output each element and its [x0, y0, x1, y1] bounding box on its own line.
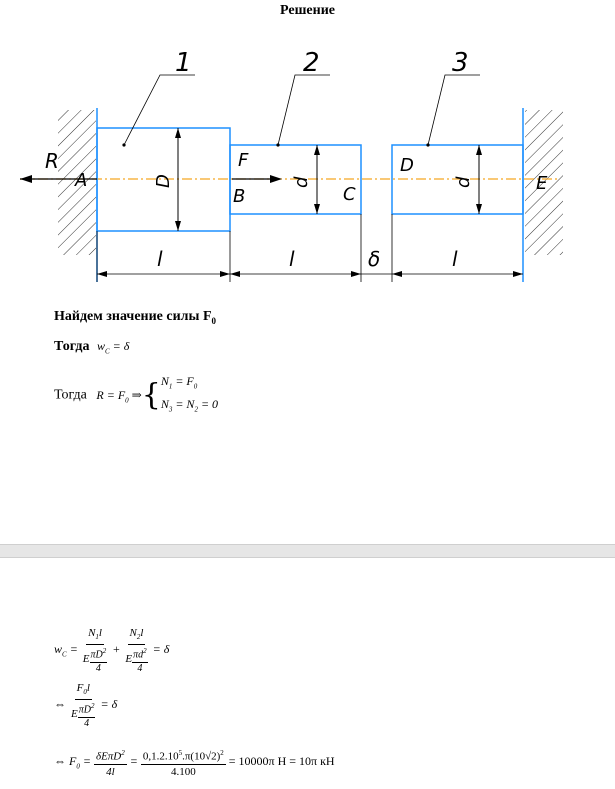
- label-d2-lower: d: [291, 176, 312, 188]
- label-c: C: [343, 184, 356, 205]
- page-title: Решение: [280, 3, 335, 18]
- section-heading: Найдем значение силы $F_0$: [54, 309, 216, 326]
- bar-figure: [0, 0, 615, 300]
- label-d3-lower: d: [453, 176, 474, 188]
- equation-3: ⇔ $F_0$ = $\frac{\delta E\pi D^2}{4l}$ = $\frac{0,1.2.10^5.\pi(10√2)^2}{4.100}$ = 10000π H = 10π кH: [54, 746, 335, 779]
- label-l2: l: [289, 247, 295, 271]
- label-d1-upper: D: [153, 174, 174, 188]
- label-f: F: [238, 150, 249, 171]
- r-arrow: [20, 175, 32, 183]
- label-r: R: [45, 149, 59, 173]
- page-2: [0, 558, 615, 789]
- callout-2: 2: [303, 48, 320, 78]
- label-l1: l: [157, 247, 163, 271]
- label-l3: l: [452, 247, 458, 271]
- page-gap: [0, 544, 615, 558]
- line-1: Тогда $w_C = \delta$: [54, 339, 130, 356]
- equation-1: $w_C$ = $N_1l$ E $\frac{\pi D^2}{4}$ + $N_2l$ E $\frac{\pi d^2}{4}$ = δ: [54, 627, 170, 674]
- callout-1: 1: [175, 48, 192, 78]
- label-d3-upper: D: [400, 155, 414, 176]
- callout-3: 3: [452, 48, 469, 78]
- label-b: B: [233, 186, 246, 207]
- line-2: Тогда $R = F_0$ $\Rightarrow\{N_1 = F_0$ $N_3 = N_2 = 0$: [54, 374, 219, 414]
- label-delta: δ: [368, 247, 381, 271]
- label-e: E: [536, 173, 548, 194]
- label-a: A: [75, 170, 88, 191]
- f-arrow: [270, 175, 282, 183]
- equation-2: ⇔ $F_0l$ E $\frac{\pi D^2}{4}$ = δ: [54, 682, 118, 729]
